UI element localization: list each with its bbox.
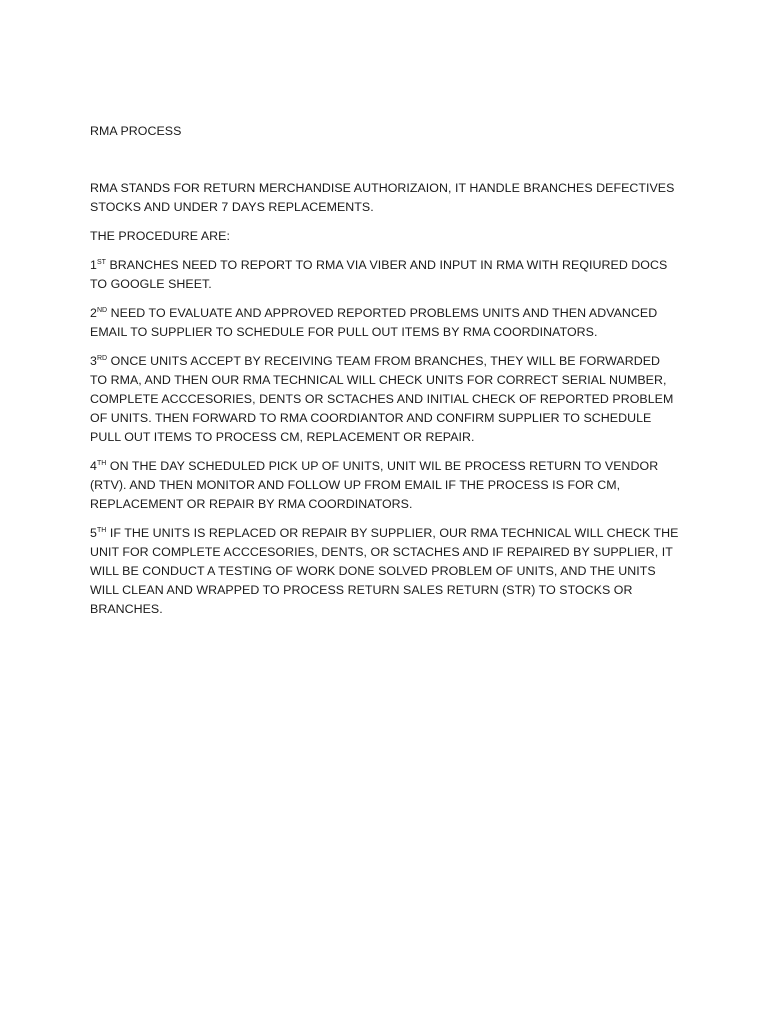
procedure-step-1 bbox=[90, 256, 680, 294]
procedure-step-4 bbox=[90, 457, 680, 514]
step-number: 4 bbox=[90, 459, 97, 473]
procedure-heading: THE PROCEDURE ARE: bbox=[90, 229, 230, 243]
step-ordinal-suffix: ST bbox=[96, 259, 106, 266]
step-ordinal-suffix: ND bbox=[96, 307, 108, 314]
step-number: 5 bbox=[90, 526, 97, 540]
document-body bbox=[90, 122, 680, 619]
step-number: 1 bbox=[90, 258, 97, 272]
step-ordinal-suffix: TH bbox=[96, 460, 107, 467]
step-text: ON THE DAY SCHEDULED PICK UP OF UNITS, UNIT WIL BE PROCESS RETURN TO VENDOR (RTV). AND THEN MONITOR AND FOLLOW UP FROM EMAIL IF THE PROCESS IS FOR CM, REPLACEMENT OR REPAIR BY RMA COORDINATORS. bbox=[90, 459, 659, 511]
step-text: NEED TO EVALUATE AND APPROVED REPORTED PROBLEMS UNITS AND THEN ADVANCED EMAIL TO SUPPLIER TO SCHEDULE FOR PULL OUT ITEMS BY RMA COORDINATORS. bbox=[90, 306, 658, 339]
procedure-step-3 bbox=[90, 352, 680, 447]
step-number: 2 bbox=[90, 306, 97, 320]
step-text: BRANCHES NEED TO REPORT TO RMA VIA VIBER AND INPUT IN RMA WITH REQIURED DOCS TO GOOGLE SHEET. bbox=[90, 258, 668, 291]
step-ordinal-suffix: RD bbox=[96, 355, 108, 362]
step-text: ONCE UNITS ACCEPT BY RECEIVING TEAM FROM BRANCHES, THEY WILL BE FORWARDED TO RMA, AND THEN OUR RMA TECHNICAL WILL CHECK UNITS FOR CORRECT SERIAL NUMBER, COMPLETE ACCCESORIES, DENTS OR SCTACHES AND INITIAL CHECK OF REPORTED PROBLEM OF UNITS. THEN FORWARD TO RMA COORDIANTOR AND CONFIRM SUPPLIER TO SCHEDULE PULL OUT ITEMS TO PROCESS CM, REPLACEMENT OR REPAIR. bbox=[90, 354, 674, 444]
procedure-step-2 bbox=[90, 304, 680, 342]
step-text: IF THE UNITS IS REPLACED OR REPAIR BY SUPPLIER, OUR RMA TECHNICAL WILL CHECK THE UNIT FOR COMPLETE ACCCESORIES, DENTS, OR SCTACHES AND IF REPAIRED BY SUPPLIER, IT WILL BE CONDUCT A TESTING OF WORK DONE SOLVED PROBLEM OF UNITS, AND THE UNITS WILL CLEAN AND WRAPPED TO PROCESS RETURN SALES RETURN (STR) TO STOCKS OR BRANCHES. bbox=[90, 526, 679, 616]
step-number: 3 bbox=[90, 354, 97, 368]
document-title: RMA PROCESS bbox=[90, 124, 182, 138]
procedure-step-5 bbox=[90, 524, 680, 619]
intro-paragraph: RMA STANDS FOR RETURN MERCHANDISE AUTHORIZAION, IT HANDLE BRANCHES DEFECTIVES STOCKS AND UNDER 7 DAYS REPLACEMENTS. bbox=[90, 181, 675, 214]
step-ordinal-suffix: TH bbox=[96, 527, 107, 534]
